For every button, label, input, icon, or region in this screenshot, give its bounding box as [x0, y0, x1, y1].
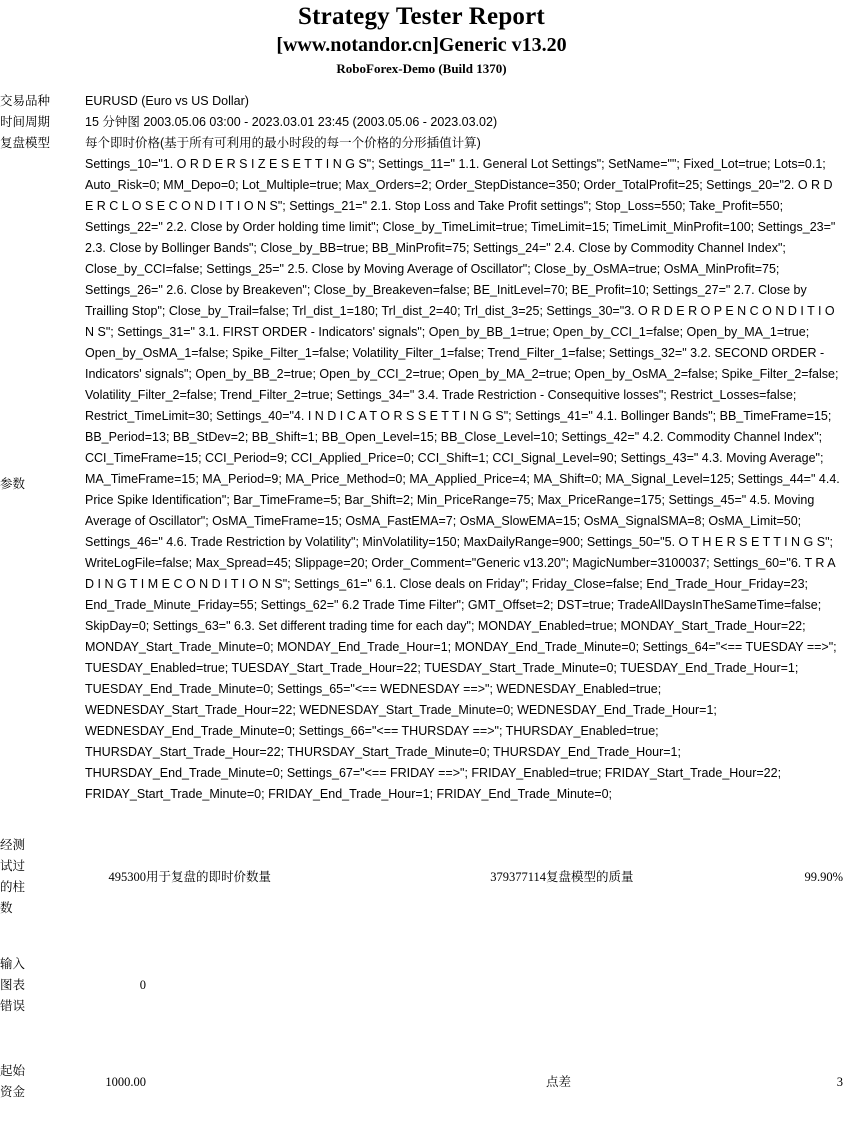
page-title: Strategy Tester Report — [298, 3, 545, 30]
stat-desc-modelling-quality: 复盘模型的质量 — [546, 869, 634, 884]
stat-desc-ticks-modelled: 用于复盘的即时价数量 — [146, 869, 272, 884]
table-row-period — [0, 112, 843, 133]
stat-value-empty-2 — [746, 933, 843, 1037]
report-info-table — [0, 91, 843, 815]
stat-value-chart-errors: 0 — [139, 977, 146, 992]
stat-value-spread: 3 — [836, 1074, 843, 1089]
stat-value-initial-deposit: 1000.00 — [105, 1074, 146, 1089]
table-row — [0, 1037, 843, 1127]
stat-value-bars-tested: 495300 — [108, 869, 146, 884]
stat-desc-spread: 点差 — [546, 1074, 572, 1089]
stat-label-initial-deposit: 起始资金 — [0, 1064, 26, 1099]
symbol-label: 交易品种 — [0, 94, 51, 108]
stat-value-empty-3 — [436, 1037, 546, 1127]
report-server-line: RoboForex-Demo (Build 1370) — [336, 61, 507, 76]
symbol-value: EURUSD (Euro vs US Dollar) — [85, 94, 249, 108]
model-label: 复盘模型 — [0, 136, 51, 150]
stat-desc-empty-3 — [146, 1037, 436, 1127]
table-row-model — [0, 133, 843, 154]
stat-value-empty-1 — [436, 933, 546, 1037]
model-value: 每个即时价格(基于所有可利用的最小时段的每一个价格的分形插值计算) — [85, 136, 481, 150]
stat-desc-empty-2 — [546, 933, 746, 1037]
stat-value-modelling-quality: 99.90% — [804, 869, 843, 884]
stat-value-ticks-modelled: 379377114 — [490, 869, 546, 884]
report-stats-table — [0, 821, 843, 1127]
stat-label-chart-errors: 输入图表错误 — [0, 956, 26, 1013]
report-subtitle: [www.notandor.cn]Generic v13.20 — [276, 34, 567, 56]
parameters-value: Settings_10="1. O R D E R S I Z E S E T T I N G S"; Settings_11=" 1.1. General Lot Settings"; SetName=""; Fixed_Lot=true; Lots=0.1; Auto_Risk=0; MM_Depo=0; Lot_Multiple=true; Max_Orders=2; Order_StepDistance=350; Order_TotalProfit=25; Settings_20="2. O R D E R C L O S E C O N D I T I O N S"; Settings_21=" 2.1. Stop Loss and Take Profit settings"; Stop_Loss=550; Take_Profit=550; Settings_22=" 2.2. Close by Order holding time limit"; Close_by_TimeLimit=true; TimeLimit=15; TimeLimit_MinProfit=100; Settings_23=" 2.3. Close by Bollinger Bands"; Close_by_BB=true; BB_MinProfit=75; Settings_24=" 2.4. Close by Commodity Channel Index"; Close_by_CCI=false; Settings_25=" 2.5. Close by Moving Average of Oscillator"; Close_by_OsMA=true; OsMA_MinProfit=75; Settings_26=" 2.6. Close by Breakeven"; Close_by_Breakeven=false; BE_InitLevel=70; BE_Profit=10; Settings_27=" 2.7. Close by Trailling Stop"; Close_by_Trail=false; Trl_dist_1=180; Trl_dist_2=40; Trl_dist_3=25; Settings_30="3. O R D E R O P E N C O N D I T I O N S"; Settings_31=" 3.1. FIRST ORDER - Indicators' signals"; Open_by_BB_1=true; Open_by_CCI_1=false; Open_by_MA_1=true; Open_by_OsMA_1=false; Spike_Filter_1=false; Volatility_Filter_1=false; Trend_Filter_1=false; Settings_32=" 3.2. SECOND ORDER - Indicators' signals"; Open_by_BB_2=true; Open_by_CCI_2=true; Open_by_MA_2=true; Open_by_OsMA_2=false; Spike_Filter_2=false; Volatility_Filter_2=false; Trend_Filter_2=true; Settings_34=" 3.4. Trade Restriction - Consequitive losses"; Restrict_Losses=false; Restrict_TimeLimit=30; Settings_40="4. I N D I C A T O R S S E T T I N G S"; Settings_41=" 4.1. Bollinger Bands"; BB_TimeFrame=15; BB_Period=13; BB_StDev=2; BB_Shift=1; BB_Open_Level=15; BB_Close_Level=10; Settings_42=" 4.2. Commodity Channel Index"; CCI_TimeFrame=15; CCI_Period=9; CCI_Applied_Price=0; CCI_Shift=1; CCI_Signal_Level=90; Settings_43=" 4.3. Moving Average"; MA_TimeFrame=15; MA_Period=9; MA_Price_Method=0; MA_Applied_Price=4; MA_Shift=0; MA_Signal_Level=125; Settings_44=" 4.4. Price Spike Identification"; Bar_TimeFrame=5; Bar_Shift=2; Min_PriceRange=75; Max_PriceRange=175; Settings_45=" 4.5. Moving Average of Oscillator"; OsMA_TimeFrame=15; OsMA_FastEMA=7; OsMA_SlowEMA=15; OsMA_SignalSMA=8; OsMA_Limit=50; Settings_46=" 4.6. Trade Restriction by Volatility"; MinVolatility=150; MaxDailyRange=900; Settings_50="5. O T H E R S E T T I N G S"; WriteLogFile=false; Max_Spread=45; Slippage=20; Order_Comment="Generic v13.20"; MagicNumber=3100037; Settings_60="6. T R A D I N G T I M E C O N D I T I O N S"; Settings_61=" 6.1. Close deals on Friday"; Friday_Close=false; End_Trade_Hour_Friday=23; End_Trade_Minute_Friday=55; Settings_62=" 6.2 Trade Time Filter"; GMT_Offset=2; DST=true; TradeAllDaysInTheSameTime=false; SkipDay=0; Settings_63=" 6.3. Set different trading time for each day"; MONDAY_Enabled=true; MONDAY_Start_Trade_Hour=22; MONDAY_Start_Trade_Minute=0; MONDAY_End_Trade_Hour=1; MONDAY_End_Trade_Minute=0; Settings_64="<== TUESDAY ==>"; TUESDAY_Enabled=true; TUESDAY_Start_Trade_Hour=22; TUESDAY_Start_Trade_Minute=0; TUESDAY_End_Trade_Hour=1; TUESDAY_End_Trade_Minute=0; Settings_65="<== WEDNESDAY ==>"; WEDNESDAY_Enabled=true; WEDNESDAY_Start_Trade_Hour=22; WEDNESDAY_Start_Trade_Minute=0; WEDNESDAY_End_Trade_Hour=1; WEDNESDAY_End_Trade_Minute=0; Settings_66="<== THURSDAY ==>"; THURSDAY_Enabled=true; THURSDAY_Start_Trade_Hour=22; THURSDAY_Start_Trade_Minute=0; THURSDAY_End_Trade_Hour=1; THURSDAY_End_Trade_Minute=0; Settings_67="<== FRIDAY ==>"; FRIDAY_Enabled=true; FRIDAY_Start_Trade_Hour=22; FRIDAY_Start_Trade_Minute=0; FRIDAY_End_Trade_Hour=1; FRIDAY_End_Trade_Minute=0; — [85, 157, 840, 801]
stat-desc-empty-1 — [146, 933, 436, 1037]
table-row — [0, 821, 843, 933]
report-header — [0, 0, 843, 79]
parameters-label: 参数 — [0, 477, 26, 491]
period-label: 时间周期 — [0, 115, 51, 129]
table-row — [0, 933, 843, 1037]
period-value: 15 分钟图 2003.05.06 03:00 - 2023.03.01 23:45 (2003.05.06 - 2023.03.02) — [85, 115, 498, 129]
stat-label-bars-tested: 经测试过的柱数 — [0, 838, 26, 915]
table-row-symbol — [0, 91, 843, 112]
table-row-parameters — [0, 154, 843, 815]
